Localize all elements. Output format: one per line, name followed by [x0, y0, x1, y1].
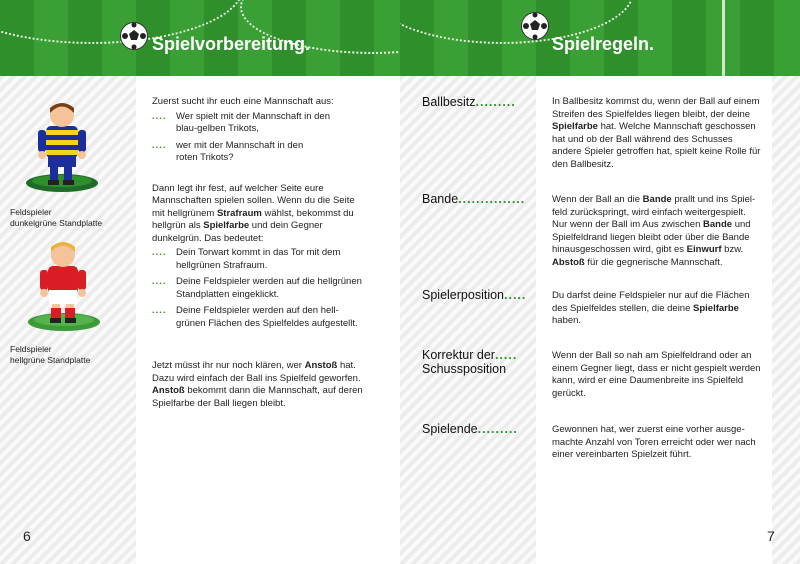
- player-red-figure: [24, 240, 104, 335]
- text-line: einer vereinbarten Spielzeit führt.: [552, 449, 692, 460]
- left-body-text: [152, 96, 388, 420]
- text-line: Spielfarbe hat. Welche Mannschaft geschossen: [552, 121, 756, 132]
- pitch-line-vertical: [722, 0, 725, 76]
- list-item: .... Wer spielt mit der Mannschaft in den blau-gelben Trikots,: [152, 110, 331, 134]
- text-line: Gewonnen hat, wer zuerst eine vorher ausge-: [552, 424, 745, 435]
- page-number-left: 6: [23, 528, 31, 544]
- page-title-left: Spielvorbereitung.: [152, 34, 312, 54]
- text-line: des Spielfeldes stellen, die deine Spielfarbe: [552, 302, 739, 314]
- text-line: hinausgeschossen wird, gibt es Einwurf bzw.: [552, 244, 744, 255]
- text-line: Spielfeldrand liegen bleibt oder über die Bande: [552, 231, 750, 243]
- list-item: .... Deine Feldspieler werden auf den hell- grünen Flächen des Spielfeldes aufgestellt.: [152, 305, 358, 329]
- text-line: Abstoß für die gegnerische Mannschaft.: [552, 256, 723, 268]
- soccer-ball-icon: [120, 22, 148, 50]
- intro-text: Zuerst sucht ihr euch eine Mannschaft aus:: [152, 96, 334, 107]
- list-item: .... Dein Torwart kommt in das Tor mit dem hellgrünen Strafraum.: [152, 247, 341, 271]
- rule-label-spielerposition: Spielerposition.....: [422, 288, 527, 302]
- page-number-right: 7: [767, 528, 775, 544]
- rule-label-ballbesitz: Ballbesitz.........: [422, 95, 516, 109]
- figure-caption: Feldspieler dunkelgrüne Standplatte: [10, 207, 103, 228]
- player-blue-yellow-figure: [24, 100, 104, 195]
- rule-text-korrektur: [552, 350, 780, 400]
- text-line: kann, wird er eine Daumenbreite ins Spielfeld: [552, 375, 744, 386]
- text-line: Du darfst deine Feldspieler nur auf die Flächen: [552, 290, 750, 301]
- list-item: .... Deine Feldspieler werden auf die hellgrünen Standplatten eingeklickt.: [152, 276, 362, 300]
- rule-label-korrektur: Korrektur der..... Schussposition: [422, 348, 518, 376]
- text-line: den Ballbesitz.: [552, 158, 614, 170]
- text-line: feld zurückspringt, wird einfach weitergespielt.: [552, 206, 746, 218]
- paragraph: Dann legt ihr fest, auf welcher Seite eure Mannschaften spielen sollen. Wenn du die Seite mit hellgrünem Strafraum wählst, bekommst du hellgrün als Spielfarbe und dein Gegner dunkelgrün. Das bedeutet:: [152, 182, 355, 244]
- text-line: Nur wenn der Ball im Aus zwischen Bande und: [552, 219, 751, 230]
- list-item: .... wer mit der Mannschaft in den roten Trikots?: [152, 139, 304, 163]
- rule-text-bande: [552, 194, 780, 269]
- text-line: gerückt.: [552, 387, 586, 399]
- rule-text-spielende: [552, 424, 780, 462]
- text-line: In Ballbesitz kommst du, wenn der Ball auf einem: [552, 96, 760, 107]
- rule-text-ballbesitz: [552, 96, 780, 171]
- page-title-right: Spielregeln.: [552, 34, 656, 54]
- rule-text-spielerposition: [552, 290, 780, 328]
- paragraph: Jetzt müsst ihr nur noch klären, wer Anstoß hat. Dazu wird einfach der Ball ins Spielfeld geworfen. Anstoß bekommt dann die Mannschaft, auf deren Spielfarbe der Ball liegen bleibt.: [152, 360, 363, 409]
- text-line: Wenn der Ball an die Bande prallt und ins Spiel-: [552, 194, 756, 205]
- text-line: hat und ob der Ball während des Schusses: [552, 133, 733, 145]
- text-line: Streifen des Spielfeldes liegen bleibt, der deine: [552, 108, 751, 120]
- text-line: andere Spieler getroffen hat, spielt keine Rolle für: [552, 146, 761, 157]
- text-line: Wenn der Ball so nah am Spielfeldrand oder an: [552, 350, 752, 361]
- text-line: haben.: [552, 315, 582, 326]
- figure-caption: Feldspieler hellgrüne Standplatte: [10, 344, 91, 365]
- rule-label-bande: Bande...............: [422, 192, 526, 206]
- rule-label-spielende: Spielende.........: [422, 422, 518, 436]
- soccer-ball-icon: [521, 12, 549, 40]
- text-line: einem Gegner liegt, dass er nicht gespielt werden: [552, 362, 761, 374]
- text-line: machte Anzahl von Toren erreicht oder wer nach: [552, 436, 756, 448]
- rule-labels-panel: [400, 76, 536, 564]
